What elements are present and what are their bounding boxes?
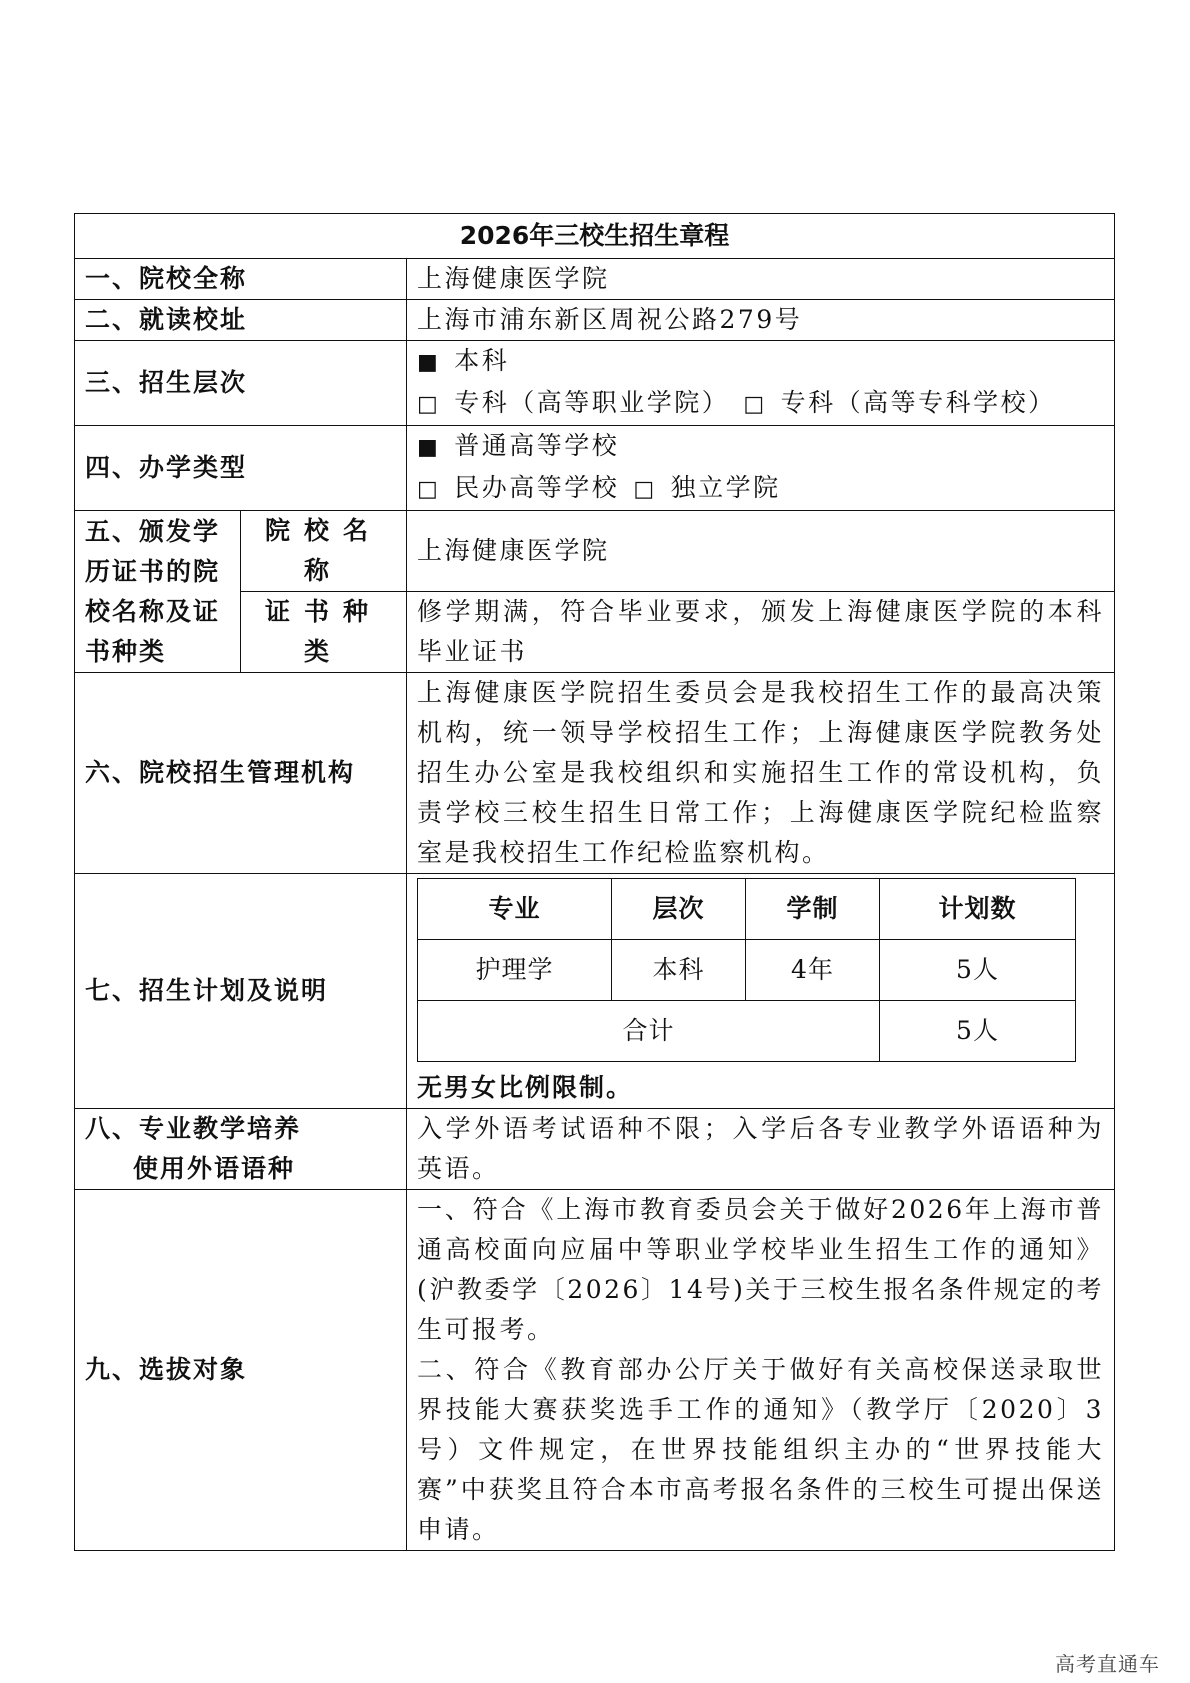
- row-label-school-type: 四、办学类型: [75, 426, 407, 511]
- plan-header-duration: 学制: [746, 879, 880, 940]
- plan-cell-major: 护理学: [418, 940, 612, 1001]
- row-value-school-type: [407, 426, 1115, 511]
- row-label-admission-office: 六、院校招生管理机构: [75, 673, 407, 874]
- enrollment-plan-table: [417, 878, 1076, 1062]
- sub-value-issuing-school: 上海健康医学院: [407, 511, 1115, 592]
- table-row: [75, 341, 1115, 426]
- option-junior-college: 专科（高等专科学校）: [780, 388, 1056, 417]
- unchecked-box-icon: □: [633, 477, 657, 502]
- row-label-eligibility: 九、选拔对象: [75, 1190, 407, 1551]
- watermark-text: 高考直通车: [1055, 1652, 1160, 1676]
- plan-header-level: 层次: [612, 879, 746, 940]
- table-title-row: [75, 214, 1115, 259]
- option-undergraduate: 本科: [454, 346, 510, 375]
- plan-total-row: [418, 1001, 1076, 1062]
- option-private-university: 民办高等学校: [454, 473, 620, 502]
- eligibility-paragraph-2: 二、符合《教育部办公厅关于做好有关高校保送录取世界技能大赛获奖选手工作的通知》（教学厅〔2020〕3号）文件规定，在世界技能组织主办的“世界技能大赛”中获奖且符合本市高考报名条件的三校生可提出保送申请。: [417, 1355, 1105, 1544]
- checked-box-icon: ■: [417, 350, 441, 375]
- table-row: [75, 874, 1115, 1109]
- row-value-level: [407, 341, 1115, 426]
- row-value-eligibility: [407, 1190, 1115, 1551]
- label-line: 八、专业教学培养: [85, 1114, 302, 1143]
- admission-charter-table: [74, 213, 1115, 1551]
- option-line: [417, 426, 1104, 468]
- option-line: [417, 341, 1104, 383]
- table-row: [75, 300, 1115, 341]
- plan-cell-level: 本科: [612, 940, 746, 1001]
- row-label-level: 三、招生层次: [75, 341, 407, 426]
- unchecked-box-icon: □: [417, 477, 441, 502]
- sub-label-certificate-type: 证书种类: [241, 592, 407, 673]
- plan-cell-duration: 4年: [746, 940, 880, 1001]
- table-row: [75, 259, 1115, 300]
- label-line: 使用外语语种: [133, 1154, 296, 1183]
- table-row: [75, 426, 1115, 511]
- row-value-address: 上海市浦东新区周祝公路279号: [407, 300, 1115, 341]
- unchecked-box-icon: □: [743, 392, 767, 417]
- unchecked-box-icon: □: [417, 392, 441, 417]
- plan-cell-quota: 5人: [880, 940, 1076, 1001]
- plan-total-label: 合计: [418, 1001, 880, 1062]
- option-regular-university: 普通高等学校: [454, 431, 620, 460]
- row-value-enrollment-plan: [407, 874, 1115, 1109]
- plan-header-quota: 计划数: [880, 879, 1076, 940]
- checked-box-icon: ■: [417, 435, 441, 460]
- table-row: [75, 1190, 1115, 1551]
- row-label-school-name: 一、院校全称: [75, 259, 407, 300]
- option-line: [417, 383, 1104, 425]
- option-vocational-college: 专科（高等职业学院）: [454, 388, 730, 417]
- row-value-school-name: 上海健康医学院: [407, 259, 1115, 300]
- row-label-certificate: 五、颁发学历证书的院校名称及证书种类: [75, 511, 241, 673]
- table-row: [75, 1109, 1115, 1190]
- table-row: [75, 511, 1115, 592]
- gender-ratio-note: 无男女比例限制。: [417, 1073, 634, 1102]
- option-line: [417, 468, 1104, 510]
- option-independent-college: 独立学院: [670, 473, 781, 502]
- sub-value-certificate-type: 修学期满，符合毕业要求，颁发上海健康医学院的本科毕业证书: [407, 592, 1115, 673]
- eligibility-paragraph-1: 一、符合《上海市教育委员会关于做好2026年上海市普通高校面向应届中等职业学校毕业生招生工作的通知》(沪教委学〔2026〕14号)关于三校生报名条件规定的考生可报考。: [417, 1195, 1105, 1344]
- row-value-foreign-language: 入学外语考试语种不限；入学后各专业教学外语语种为英语。: [407, 1109, 1115, 1190]
- table-row: [75, 673, 1115, 874]
- row-label-enrollment-plan: 七、招生计划及说明: [75, 874, 407, 1109]
- plan-header-major: 专业: [418, 879, 612, 940]
- row-label-address: 二、就读校址: [75, 300, 407, 341]
- document-title: 2026年三校生招生章程: [75, 214, 1115, 259]
- row-label-foreign-language: [75, 1109, 407, 1190]
- row-value-admission-office: 上海健康医学院招生委员会是我校招生工作的最高决策机构，统一领导学校招生工作；上海健康医学院教务处招生办公室是我校组织和实施招生工作的常设机构，负责学校三校生招生日常工作；上海健康医学院纪检监察室是我校招生工作纪检监察机构。: [407, 673, 1115, 874]
- plan-data-row: [418, 940, 1076, 1001]
- sub-label-issuing-school: 院校名称: [241, 511, 407, 592]
- plan-total-value: 5人: [880, 1001, 1076, 1062]
- plan-header-row: [418, 879, 1076, 940]
